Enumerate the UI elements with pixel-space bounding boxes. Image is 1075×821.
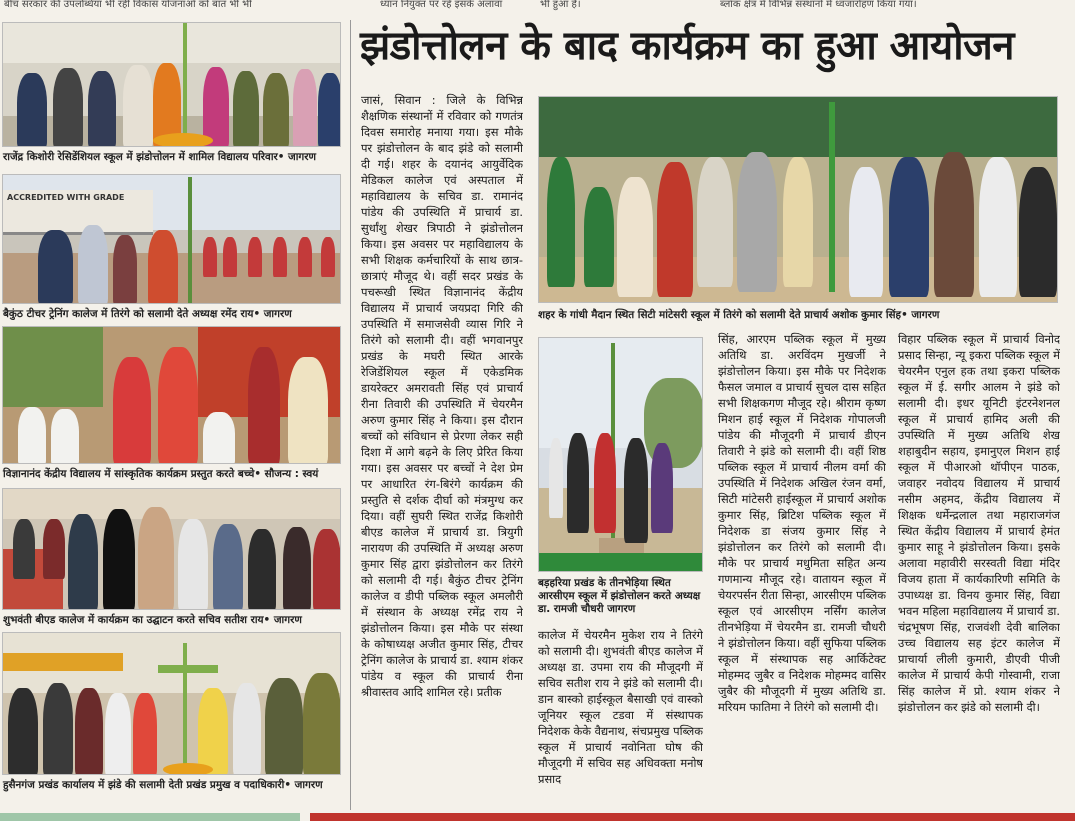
photo-caption: बैकुंठ टीचर ट्रेनिंग कालेज में तिरंगे को सलामी देते अध्यक्ष रमेंद राय• जागरण [3, 308, 292, 320]
photo-caption: बड़हरिया प्रखंड के तीनभेड़िया स्थित आरसीएम स्कूल में झंडोत्तोलन करते अध्यक्ष डा. रामजी चौधरी जागरण [538, 577, 701, 615]
photo-vigyananand-kv [2, 326, 341, 464]
photo-baikunth-ttc [2, 174, 341, 304]
article-column-3: सिंह, आरएम पब्लिक स्कूल में मुख्य अतिथि डा. अरविंदम मुखर्जी ने झंडोत्तोलन किया। इस मौके पर निदेशक फैसल जमाल व प्राचार्य सुचल दास सहित सभी शिक्षकगण मौजूद रहे। श्रीराम कृष्ण मिशन हाई स्कूल में निदेशक गोपालजी पांडेय की मौजूदगी में प्राचार्य डीएन तिवारी ने झंडे को सलामी दी। वहीं शिष्ठ पब्लिक स्कूल में प्राचार्य नीलम वर्मा की उपस्थिति में निदेशक अखिल रंजन वर्मा, सिटी मांटेसरी हाईस्कूल में प्राचार्य अशोक कुमार सिंह, ब्रिटिश पब्लिक स्कूल में निदेशक डा संजय कुमार सिंह ने झंडोत्तोलन कर तिरंगे को सलामी दी। मौके पर प्राचार्य मधुमिता सहित अन्य गणमान्य मौजूद रहे। वातायन स्कूल में चेयरपर्सन रीता सिन्हा, आरसीएम पब्लिक स्कूल एवं आरसीएम नर्सिंग कालेज तीनभेड़िया में चेयरमैन डा. रामजी चौधरी ने झंडोत्तोलन किया। वहीं सुफिया पब्लिक स्कूल में संस्थापक सह आर्किटेक्ट मोहम्मद जुबैर व निदेशक मोहम्मद वासिर जुबैर की मौजूदगी में मुख्य अतिथि डा. मरियम फातिमा ने तिरंगे को सलामी दी। [718, 332, 886, 714]
photo-city-montessori [538, 96, 1058, 303]
photo-caption: शहर के गांधी मैदान स्थित सिटी मांटेसरी स्कूल में तिरंगे को सलामी देते प्राचार्य अशोक कुमार सिंह• जागरण [538, 309, 940, 321]
photo-shubhvanti-bed [2, 488, 341, 610]
photo-hussainganj-block [2, 632, 341, 775]
photo-caption: विज्ञानानंद केंद्रीय विद्यालय में सांस्कृतिक कार्यक्रम प्रस्तुत करते बच्चे• सौजन्य : स्वयं [3, 468, 319, 480]
top-fragment: भी हुआ है। [540, 0, 581, 10]
photo-caption: हुसैनगंज प्रखंड कार्यालय में झंडे की सलामी देती प्रखंड प्रमुख व पदाधिकारी• जागरण [3, 779, 323, 791]
photo-rcm-school [538, 337, 703, 572]
article-column-2: कालेज में चेयरमैन मुकेश राय ने तिरंगे को सलामी दी। शुभवंती बीएड कालेज में अध्यक्ष डा. उपमा राय की मौजूदगी में सचिव सतीश राय ने झंडे को सलामी दी। डान बास्को हाईस्कूल बैसाखी एवं वास्को जूनियर स्कूल टडवा में संस्थापक निदेशक केके वैद्यनाथ, संचप्रमुख पब्लिक स्कूल में प्राचार्य नवोनिता घोष की मौजूदगी में सचिव सह अधिवक्ता मनोष प्रसाद [538, 628, 703, 786]
article-column-4: विहार पब्लिक स्कूल में प्राचार्य विनोद प्रसाद सिन्हा, न्यू इकरा पब्लिक स्कूल में चेयरमैन एनुल हक तथा इकरा पब्लिक स्कूल में ई. सगीर आलम ने झंडे को सलामी दी। इधर यूनिटी इंटरनेशनल स्कूल में प्राचार्य हामिद अली की उपस्थिति में मुख्य अतिथि शेख शहाबुदीन सहाय, इमानुएल मिशन हाई स्कूल में पीआरओ थॉपीएन पाठक, जवाहर नवोदय विद्यालय में प्राचार्य नसीम अहमद, केंद्रीय विद्यालय में शिक्षक धर्मेन्द्रलाल तथा महाराजगंज स्थित केंद्रीय विद्यालय में प्राचार्य हेमंत कुमार साहू ने झंडोत्तोलन किया। इसके अलावा महावीरी सरस्वती विद्या मंदिर विजय हाता में कार्यकारिणी समिति के उपाध्यक्ष डा. विनय कुमार सिंह, विद्या भवन महिला महाविद्यालय में प्राचार्य डा. चंद्रभूषण सिंह, राजवंशी देवी बालिका उच्च विद्यालय सह इंटर कालेज में प्राचार्या लीली कुमारी, डीएवी पीजी कालेज में प्राचार्य केपी गोस्वामी, राजा सिंह कालेज में प्रो. श्याम शंकर ने झंडोत्तोलन कर झंडे को सलामी दी। [898, 332, 1060, 714]
photo-caption: शुभवंती बीएड कालेज में कार्यक्रम का उद्घाटन करते सचिव सतीश राय• जागरण [3, 614, 302, 626]
building-banner: ACCREDITED WITH GRADE [7, 193, 125, 202]
top-fragment: ब्लॉक क्षेत्र में विभिन्न संस्थानों में ध्वजारोहण किया गया। [720, 0, 917, 10]
headline: झंडोत्तोलन के बाद कार्यक्रम का हुआ आयोजन [360, 23, 1014, 69]
column-rule [350, 20, 351, 810]
top-strip [0, 0, 1075, 14]
photo-caption: राजेंद्र किशोरी रेसिडेंशियल स्कूल में झंडोत्तोलन में शामिल विद्यालय परिवार• जागरण [3, 151, 317, 163]
photo-rk-residential [2, 22, 341, 147]
article-column-1: जासं, सिवान : जिले के विभिन्न शैक्षणिक संस्थानों में रविवार को गणतंत्र दिवस समारोह मनाया गया। इस मौके पर झंडोत्तोलन के बाद झंडे को सलामी दी गई। शहर के दयानंद आयुर्वेदिक मेडिकल कालेज एवं अस्पताल में महाविद्यालय के सचिव डा. रामानंद पांडेय की उपस्थिति में प्राचार्य डा. सुर्धांशु शेखर त्रिपाठी ने झंडोत्तोलन किया। इस अवसर पर महाविद्यालय के सभी शिक्षक कर्मचारियों के साथ छात्र- छात्राएं मौजूद थे। वहीं सदर प्रखंड के पचरूखी स्थित विज्ञानानंद केंद्रीय विद्यालय में प्राचार्य जयप्रदा गिरि की उपस्थिति में समाजसेवी व्यास गिरि ने तिरंगे को सलामी दी। वहीं भगवानपुर प्रखंड के मघरी स्थित आरके रेजिडेंशियल स्कूल में एकेडमिक डायरेक्टर अमरावती सिंह एवं प्राचार्य रीना तिवारी की उपस्थिति में चेयरमैन अरुण कुमार सिंह ने किया। इस दौरान बच्चों को संविधान से प्रेरणा लेकर सही दिशा में आगे बढ़ने के लिए प्रेरित किया गया। इस अवसर पर बच्चों ने देश प्रेम पर आधारित रंग-बिरंगे कार्यक्रम की प्रस्तुति से दर्शक दीर्घा को मंत्रमुग्ध कर दिया। वहीं सुघरी स्थित राजेंद्र किशोरी बीएड कालेज में प्राचार्य डा. त्रियुगी नारायण की उपस्थिति में अध्यक्ष अरुण कुमार सिंह द्वारा झंडोत्तोलन कर तिरंगे को सलामी दी गई। बैकुंठ टीचर ट्रेनिंग कालेज व डीपी पब्लिक स्कूल अमलौरी में संस्थान के अध्यक्ष रमेंद्र राय ने झंडोत्तोलन किया। इस मौके पर संस्था के कोषाध्यक्ष अजीत कुमार सिंह, टीचर ट्रेनिंग कालेज के प्राचार्य डा. श्याम शंकर पांडेय व स्कूल की प्राचार्य रीना श्रीवास्तव आदि शामिल रहे। प्रतीक [361, 93, 523, 699]
top-fragment: बीच सरकार की उपलब्धियां भी रही विकास योजनाओं को बात भी भी [4, 0, 252, 10]
top-fragment: ध्यान नियुक्त पर रहे इसके अलावा [380, 0, 503, 10]
bottom-strip [0, 813, 1075, 821]
